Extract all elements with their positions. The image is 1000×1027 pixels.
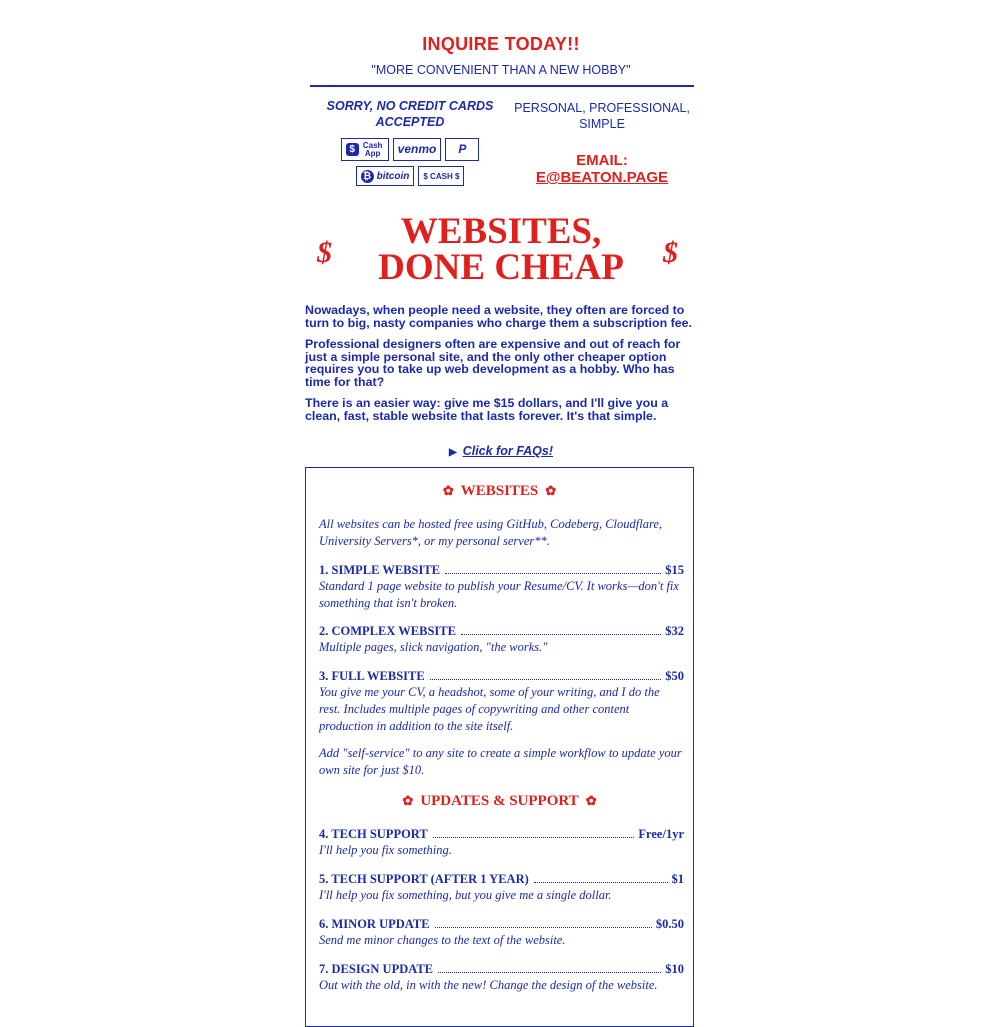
email-link[interactable]: E@BEATON.PAGE <box>535 169 669 186</box>
hero-title: WEBSITES, DONE CHEAP <box>378 211 624 288</box>
item-price: $10 <box>665 962 684 976</box>
intro-paragraph: Professional designers often are expensive and out of reach for just a simple personal site, and the only other cheaper option requires you to take up web development as a hobby. Who has time for that? <box>305 337 681 389</box>
venmo-badge <box>393 138 442 161</box>
inquire-heading: INQUIRE TODAY!! <box>422 34 580 54</box>
hosting-note: All websites can be hosted free using GitHub, Codeberg, Cloudflare, University Servers*, or my personal server**. <box>319 517 663 548</box>
updates-heading: ✿ UPDATES & SUPPORT ✿ <box>402 793 597 809</box>
item-price: $32 <box>665 624 684 638</box>
item-price: $1 <box>671 872 684 886</box>
flower-icon: ✿ <box>585 793 597 808</box>
price-item: 5. TECH SUPPORT (AFTER 1 YEAR) $1 I'll help you fix something, but you give me a single dollar. <box>319 872 684 902</box>
cash-badge <box>418 166 464 186</box>
price-item: 2. COMPLEX WEBSITE $32 Multiple pages, slick navigation, "the works." <box>319 624 684 654</box>
tagline: PERSONAL, PROFESSIONAL, SIMPLE <box>514 101 690 131</box>
item-price: $50 <box>665 669 684 683</box>
item-price: Free/1yr <box>638 827 684 841</box>
intro-paragraph: Nowadays, when people need a website, they often are forced to turn to big, nasty companies who charge them a subscription fee. <box>305 303 692 330</box>
websites-heading: ✿ WEBSITES ✿ <box>442 483 557 499</box>
dot-leader <box>534 882 668 883</box>
paypal-icon: P <box>458 142 467 156</box>
intro-paragraph: There is an easier way: give me $15 dollars, and I'll give you a clean, fast, stable website that lasts forever. It's that simple. <box>305 396 669 423</box>
price-item: 6. MINOR UPDATE $0.50 Send me minor changes to the text of the website. <box>319 917 684 947</box>
payment-methods <box>315 98 505 186</box>
slogan: "MORE CONVENIENT THAN A NEW HOBBY" <box>371 63 631 77</box>
price-item: 3. FULL WEBSITE $50 You give me your CV, a headshot, some of your writing, and I do the rest. Includes multiple pages of copywriting and other content production in addition to the site itself. <box>319 669 684 733</box>
price-menu <box>305 467 694 1027</box>
faq-toggle[interactable] <box>305 444 697 458</box>
dot-leader <box>438 972 661 973</box>
divider <box>310 85 694 87</box>
self-service-note: Add "self-service" to any site to create a simple workflow to update your own site for just $10. <box>319 746 682 777</box>
intro-text <box>305 304 697 431</box>
contact-block <box>507 100 697 187</box>
dot-leader <box>433 837 635 838</box>
dot-leader <box>435 927 652 928</box>
dot-leader <box>461 634 661 635</box>
price-item: 1. SIMPLE WEBSITE $15 Standard 1 page website to publish your Resume/CV. It works—don't fix something that isn't broken. <box>319 563 684 610</box>
faq-link[interactable]: Click for FAQs! <box>462 444 553 458</box>
flower-icon: ✿ <box>402 793 414 808</box>
price-item: 4. TECH SUPPORT Free/1yr I'll help you fix something. <box>319 827 684 857</box>
bitcoin-icon: ₿ <box>361 170 374 183</box>
flower-icon: ✿ <box>545 483 557 498</box>
dot-leader <box>430 679 662 680</box>
item-price: $0.50 <box>655 917 684 931</box>
item-price: $15 <box>665 563 684 577</box>
cash-app-icon: $ <box>346 143 359 156</box>
price-item: 7. DESIGN UPDATE $10 Out with the old, in with the new! Change the design of the website. <box>319 962 684 992</box>
dot-leader <box>445 573 661 574</box>
no-credit-cards-notice: SORRY, NO CREDIT CARDS ACCEPTED <box>326 99 494 129</box>
flower-icon: ✿ <box>442 483 454 498</box>
bitcoin-badge: ₿ bitcoin <box>356 166 415 186</box>
cash-app-badge: $ Cash App <box>341 138 389 161</box>
paypal-badge <box>445 138 479 161</box>
disclosure-triangle-icon: ▶ <box>449 447 457 458</box>
cash-icon: $ CASH $ <box>423 171 460 181</box>
email-label: EMAIL: <box>576 152 628 169</box>
venmo-icon: venmo <box>397 142 437 156</box>
dollar-sign-left: $ <box>317 236 332 269</box>
dollar-sign-right: $ <box>663 236 678 269</box>
